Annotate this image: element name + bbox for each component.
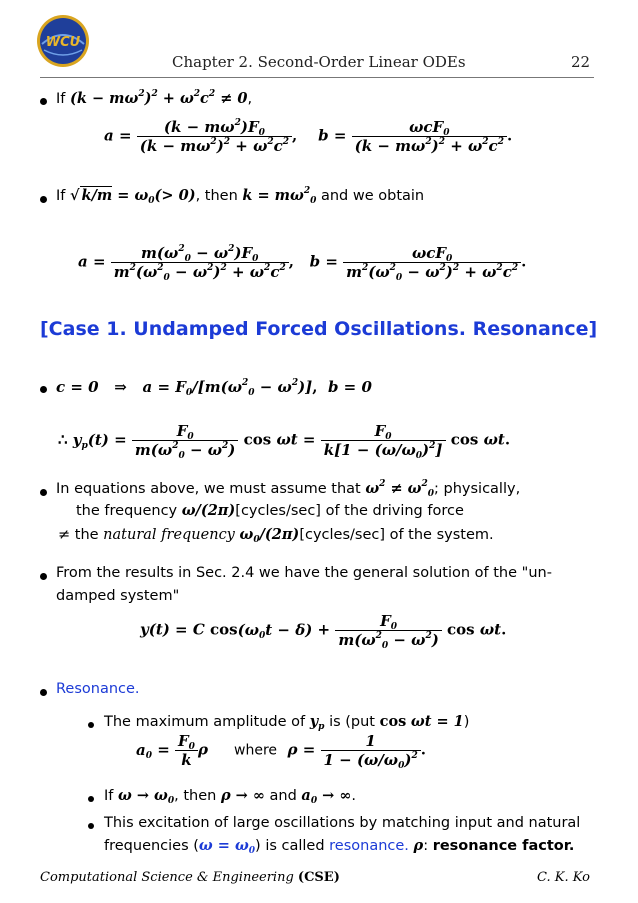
footer-course-name: Computational Science & Engineering [40,870,294,885]
frequency-text: the frequency [76,503,178,519]
assume-text: In equations above, we must assume that [56,481,361,497]
logo-text: WCU [45,35,81,50]
equation-a-b-general: a = $\frac{(k - m\omega^2)F_0}{(k - m\omega^2)^2 + \omega^2c^2}$ , b = $\frac{\omega cF_0}{(k - m\omega^2)^2 + \omega^2c^2}$ . [104,118,513,155]
bullet-icon [40,196,47,203]
footer-course-abbr: (CSE) [297,870,340,885]
the-text: the [74,527,99,543]
and-label: and [269,788,297,804]
resonance-term: resonance. [329,838,409,854]
if-label: If [56,91,66,107]
footer-author: C. K. Ko [537,870,590,885]
general-line-1: From the results in Sec. 2.4 we have the general solution of the "un- [56,565,552,581]
system-text: [cycles/sec] of the system. [299,527,494,543]
bullet-icon [40,386,47,393]
equation-a-b-omega0-body: a = $\frac{m(\omega^2_0 - \omega^2)F_0}{m^2(\omega^2_0 - \omega^2)^2 + \omega^2c^2}$ , b = $\frac{\omega cF_0}{m^2(\omega^2_0 - \omega^2)^2 + \omega^2c^2}$ . [78,244,527,283]
if-label: If [56,188,66,204]
bullet-icon [40,573,47,580]
assume-line-3: ≠ the natural frequency $\omega_0/(2\pi)[cycles/\sec]$ of the system. [58,526,494,545]
assume-line-1: In equations above, we must assume that $\omega^2 \ne \omega^2_0$; physically, [56,479,521,499]
footer-course [40,870,340,885]
bullet-icon [88,722,94,728]
condition-line-1: If $(k - m\omega^2)^2 + \omega^2c^2 \ne 0$, [56,89,253,107]
case-title: [Case 1. Undamped Forced Oscillations. Resonance] [40,318,598,340]
max-amplitude-line: The maximum amplitude of $y_p$ is (put cos ωt = 1) [104,713,470,732]
resonance-heading: Resonance. [56,681,140,697]
header-divider [40,77,594,78]
bullet-icon [40,98,47,105]
assume-text-end: ; physically, [434,481,521,497]
equation-general-solution: y(t) = C $\cos(\omega_0t - \delta)$ + $\frac{F_0}{m(\omega^2_0 - \omega^2)}$ cos ωt. [140,612,507,651]
page-number: 22 [571,53,591,71]
then-label: , then [174,788,217,804]
if-label: If [104,788,114,804]
then-label: , then [195,188,238,204]
driving-force-text: [cycles/sec] of the driving force [235,503,464,519]
max-amp-text: The maximum amplitude of [104,714,306,730]
excitation-line-1: This excitation of large oscillations by matching input and natural [104,815,581,831]
bullet-icon [40,689,47,696]
excitation-line-2: frequencies $(\omega = \omega_0)$ is called resonance. ρ: resonance factor. [104,837,575,856]
called-text: ) is called [255,838,325,854]
page-header [0,0,638,84]
equation-yp: ∴ $y_p(t)$ = $\frac{F_0}{m(\omega^2_0 - \omega^2)}$ cos ωt = $\frac{F_0}{k[1 - (\omega/\omega_0)^2]}$ cos ωt. [58,422,511,461]
equation-c-zero: c = 0 ⇒ $a = F_0/[m(\omega^2_0 - \omega^2)]$, b = 0 [56,378,372,398]
assume-line-2: the frequency ω/(2π)[cycles/sec] of the driving force [76,502,464,519]
bullet-icon [40,489,47,496]
bullet-icon [88,823,94,829]
frequencies-text: frequencies ( [104,838,199,854]
equation-a0: $a_0$ = $\frac{F_0}{k}$ ρ where ρ = $\frac{1}{1 - (\omega/\omega_0)^2}$ . [136,732,426,771]
where-text: where [234,742,278,759]
general-line-2: damped system" [56,588,180,604]
put-text: is (put [329,714,375,730]
natural-frequency-term: natural frequency [103,527,235,543]
resonance-factor-term: resonance factor. [432,838,575,854]
university-logo [36,14,90,68]
limit-line: If $\omega \to \omega_0$, then ρ → ∞ and $a_0$ → ∞. [104,787,357,806]
bullet-icon [88,796,94,802]
condition-line-2: If √ $k/m = \omega_0(> 0)$, then $k = m\omega^2_0$ and we obtain [56,186,425,206]
obtain-label: and we obtain [320,188,425,204]
header-title: Chapter 2. Second-Order Linear ODEs [172,53,466,71]
